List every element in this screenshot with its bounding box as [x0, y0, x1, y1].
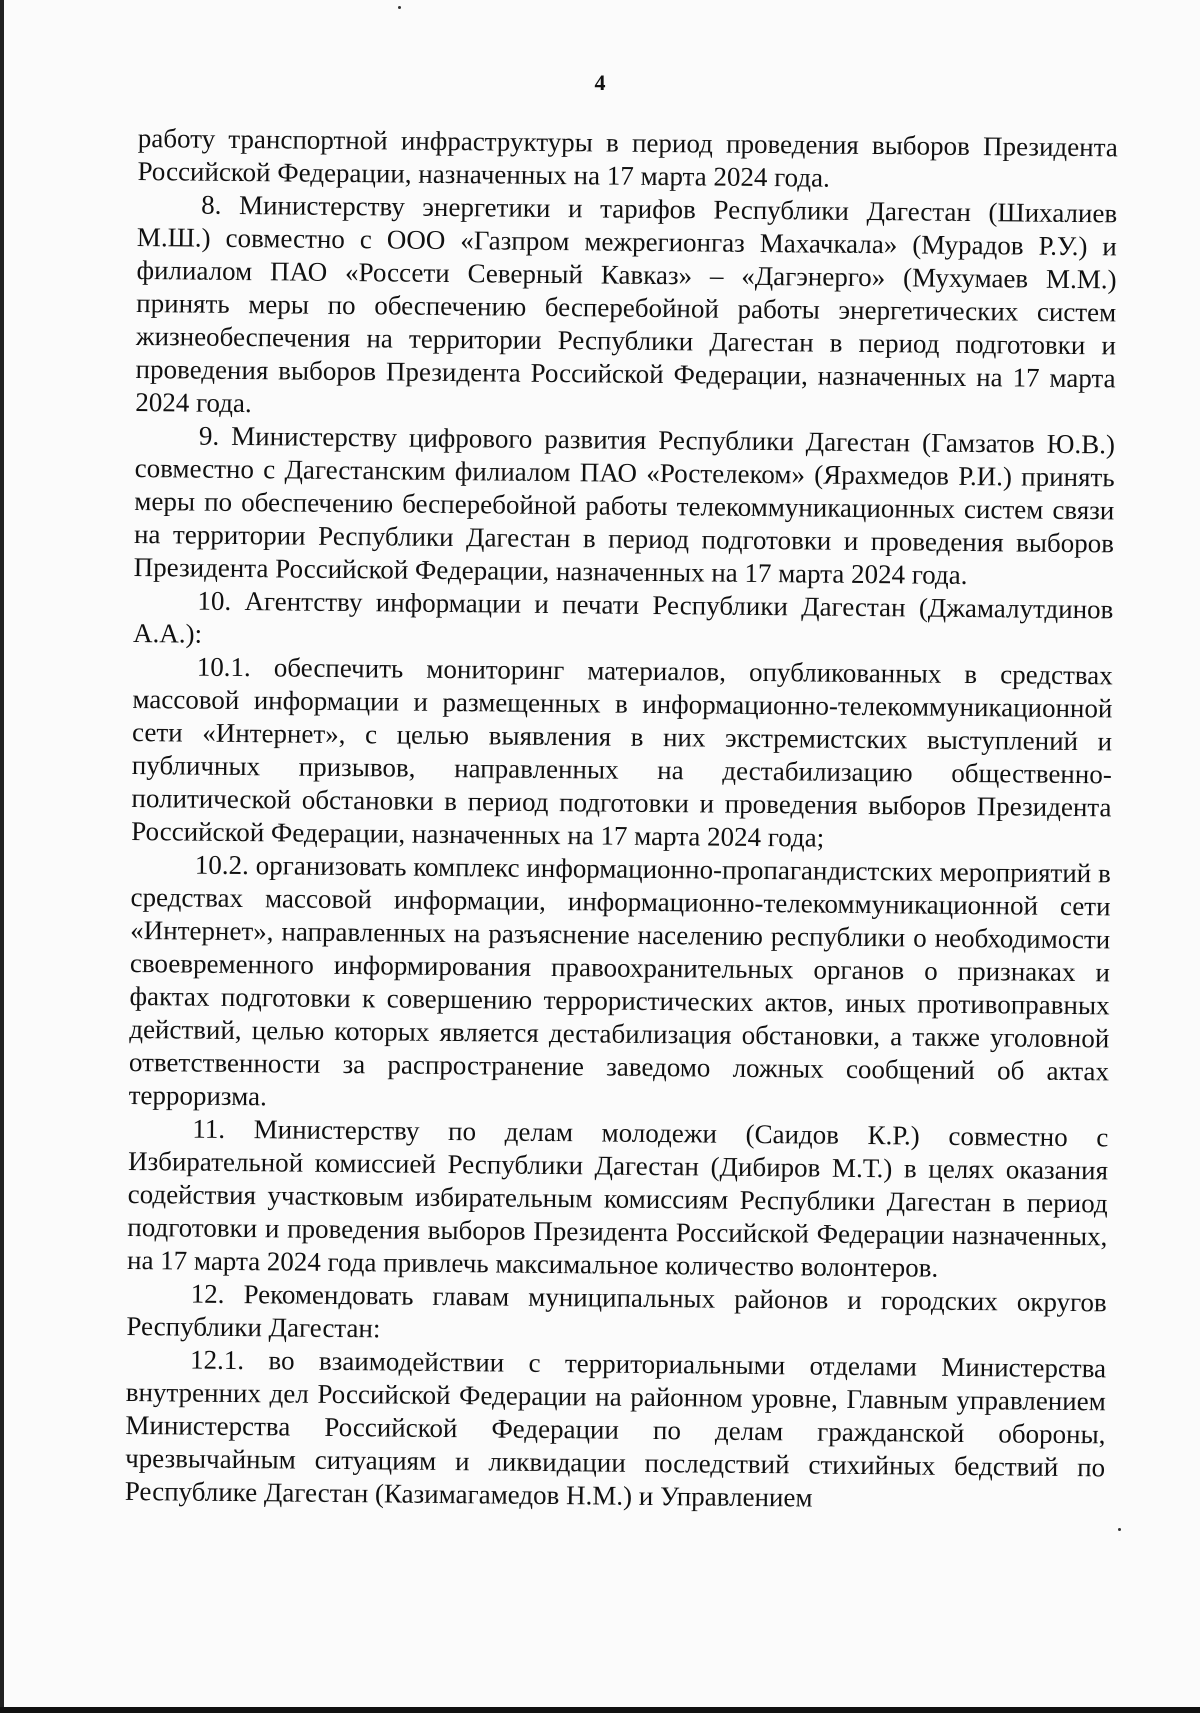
paragraph-item-10-1: 10.1. обеспечить мониторинг материалов, опубликованных в средствах массовой информации и размещенных в информационно-телекоммуникационной сети «Интернет», с целью выявления в них экстремистских выступлений и публичных призывов, направленных на дестабилизацию общественно-политической обстановки в период подготовки и проведения выборов Президента Российской Федерации, назначенных на 17 марта 2024 года;	[131, 651, 1113, 853]
page-number: 4	[594, 70, 606, 95]
paragraph-item-12: 12. Рекомендовать главам муниципальных районов и городских округов Республики Дагестан:	[126, 1278, 1107, 1344]
paragraph-continuation: работу транспортной инфраструктуры в период проведения выборов Президента Российской Федерации, назначенных на 17 марта 2024 года.	[137, 122, 1118, 193]
paragraph-item-10: 10. Агентству информации и печати Республики Дагестан (Джамалутдинов А.А.):	[132, 585, 1114, 649]
paragraph-item-11: 11. Министерству по делам молодежи (Саидов К.Р.) совместно с Избирательной комиссией Республики Дагестан (Дибиров М.Т.) в целях оказания содействия участковым избирательным комиссиям Республики Дагестан в период подготовки и проведения выборов Президента Российской Федерации назначенных, на 17 марта 2024 года привлечь максимальное количество волонтеров.	[126, 1113, 1109, 1283]
paragraph-item-9: 9. Министерству цифрового развития Республики Дагестан (Гамзатов Ю.В.) совместно с Дагестанским филиалом ПАО «Ростелеком» (Ярахмедов Р.И.) принять меры по обеспечению бесперебойной работы телекоммуникационных систем связи на территории Республики Дагестан в период подготовки и проведения выборов Президента Российской Федерации, назначенных на 17 марта 2024 года.	[133, 420, 1116, 590]
scan-speck	[398, 6, 401, 9]
paragraph-item-10-2: 10.2. организовать комплекс информационно-пропагандистских мероприятий в средствах массовой информации, информационно-телекоммуникационной сети «Интернет», направленных на разъяснение населению республики о необходимости своевременного информирования правоохранительных органов о признаках и фактах подготовки к совершению террористических актов, иных противоправных действий, целью которых является дестабилизация обстановки, а также уголовной ответственности за распространение заведомо ложных сообщений об актах терроризма.	[128, 849, 1111, 1112]
document-body	[125, 122, 1118, 1517]
paragraph-item-8: 8. Министерству энергетики и тарифов Республики Дагестан (Шихалиев М.Ш.) совместно с ООО «Газпром межрегионгаз Махачкала» (Мурадов Р.У.) и филиалом ПАО «Россети Северный Кавказ» – «Дагэнерго» (Мухумаев М.М.) принять меры по обеспечению бесперебойной работы энергетических систем жизнеобеспечения на территории Республики Дагестан в период подготовки и проведения выборов Президента Российской Федерации, назначенных на 17 марта 2024 года.	[135, 189, 1118, 419]
paragraph-item-12-1: 12.1. во взаимодействии с территориальными отделами Министерства внутренних дел Российской Федерации на районном уровне, Главным управлением Министерства Российской Федерации по делам гражданской обороны, чрезвычайным ситуациям и ликвидации последствий стихийных бедствий по Республике Дагестан (Казимагамедов Н.М.) и Управлением	[124, 1344, 1107, 1513]
scan-bottom-edge	[0, 1707, 1200, 1713]
scan-speck	[1118, 1528, 1121, 1531]
scan-left-edge	[0, 0, 4, 1713]
